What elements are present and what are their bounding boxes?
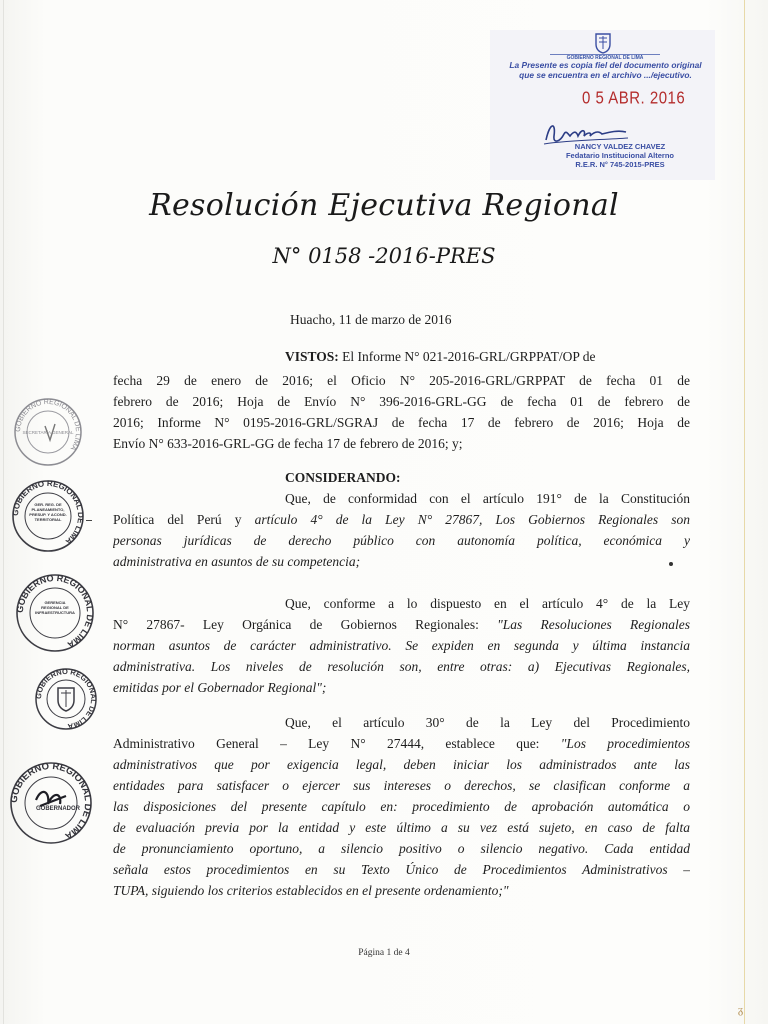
p3-italic-text: "Los procedimientos bbox=[560, 736, 690, 751]
certification-stamp bbox=[490, 30, 715, 180]
considerando-label: CONSIDERANDO: bbox=[285, 470, 401, 485]
seal-ring-text: GOBIERNO REGIONAL DE LIMA bbox=[14, 398, 82, 452]
considerando-p1-line bbox=[113, 510, 690, 529]
p2-text: N° 27867- Ley Orgánica de Gobiernos Regionales: bbox=[113, 617, 498, 632]
seal-ring-text: GOBIERNO REGIONAL DE LIMA bbox=[8, 760, 94, 842]
signatory-role: Fedatario Institucional Alterno bbox=[565, 151, 675, 160]
considerando-p3-line: de pronunciamiento oportuno, a silencio positivo o silencio negativo. Cada entidad bbox=[113, 841, 690, 856]
margin-mark bbox=[86, 520, 92, 521]
considerando-p1-line: personas jurídicas de derecho público con autonomía política, económica y bbox=[113, 533, 690, 548]
scan-edge-left bbox=[3, 0, 4, 1024]
ink-dot bbox=[669, 562, 673, 566]
place-and-date: Huacho, 11 de marzo de 2016 bbox=[290, 312, 452, 327]
scan-edge-right bbox=[744, 0, 745, 1024]
seal-inner-text: SECRETARÍA GENERAL bbox=[22, 430, 74, 435]
p2-italic-text: "Las Resoluciones Regionales bbox=[497, 617, 690, 632]
signatory-rer: R.E.R. N° 745-2015-PRES bbox=[575, 160, 665, 169]
considerando-p3-line: de evaluación previa por la entidad y este último a su vez está sujeto, en caso de falta bbox=[113, 820, 690, 835]
considerando-p3-line bbox=[113, 734, 690, 753]
seal-planeamiento bbox=[10, 478, 86, 554]
vistos-first-line bbox=[285, 347, 690, 366]
stamp-signatory bbox=[530, 142, 710, 169]
vistos-first-text: El Informe N° 021-2016-GRL/GRPPAT/OP de bbox=[338, 349, 596, 364]
signatory-name: NANCY VALDEZ CHAVEZ bbox=[574, 142, 666, 151]
corner-mark: ᵹ bbox=[738, 1004, 744, 1016]
seal-inner-text: GERENCIA REGIONAL DE INFRAESTRUCTURA bbox=[35, 600, 75, 615]
stamp-line-1: La Presente es copia fiel del documento original bbox=[509, 60, 702, 70]
considerando-p3-line: las disposiciones del presente capítulo en: procedimiento de aprobación automática o bbox=[113, 799, 690, 814]
considerando-p2-line: Que, conforme a lo dispuesto en el artículo 4° de la Ley bbox=[285, 596, 690, 611]
p1-italic-text: artículo 4° de la Ley N° 27867, Los Gobiernos Regionales son bbox=[254, 512, 690, 527]
seal-gobernador bbox=[8, 760, 94, 846]
considerando-p3-line: TUPA, siguiendo los criterios establecidos en el presente ordenamiento;" bbox=[113, 883, 509, 898]
considerando-p1-line: administrativa en asuntos de su competencia; bbox=[113, 554, 361, 569]
seal-ring-text: GOBIERNO REGIONAL DE LIMA bbox=[14, 572, 96, 651]
p3-text: Administrativo General – Ley N° 27444, establece que: bbox=[113, 736, 561, 751]
seal-inner-text: GER. REG. DE PLANEAMIENTO, PRESUP. Y ACOND. TERRITORIAL bbox=[29, 502, 67, 522]
vistos-line: Envío N° 633-2016-GRL-GG de fecha 17 de febrero de 2016; y; bbox=[113, 436, 463, 451]
vistos-line: febrero de 2016; Hoja de Envío N° 396-2016-GRL-GG de fecha 01 de febrero de bbox=[113, 394, 690, 409]
considerando-p3-line: señala estos procedimientos en su Texto Único de Procedimientos Administrativos – bbox=[113, 862, 690, 877]
considerando-p2-line: emitidas por el Gobernador Regional"; bbox=[113, 680, 327, 695]
seal-inner-text: GOBERNADOR bbox=[35, 806, 81, 812]
stamp-date: 0 5 ABR. 2016 bbox=[582, 88, 686, 109]
seal-secretaria-general bbox=[12, 396, 84, 468]
document-title: Resolución Ejecutiva Regional bbox=[149, 188, 619, 223]
resolution-number: N° 0158 -2016-PRES bbox=[272, 244, 496, 268]
vistos-label: VISTOS: bbox=[285, 349, 339, 364]
considerando-p2-line bbox=[113, 615, 690, 634]
stamp-text bbox=[498, 60, 713, 80]
vistos-line: 2016; Informe N° 0195-2016-GRL/SGRAJ de fecha 17 de febrero de 2016; Hoja de bbox=[113, 415, 690, 430]
seal-ring-text: GOBIERNO REGIONAL DE LIMA bbox=[33, 666, 99, 732]
considerando-p3-line: entidades para satisfacer o ejercer sus intereses o derechos, se clasifican conforme a bbox=[113, 778, 690, 793]
considerando-p2-line: norman asuntos de carácter administrativo. Se expiden en segunda y última instancia bbox=[113, 638, 690, 653]
seal-ring-text: GOBIERNO REGIONAL DE LIMA bbox=[10, 478, 86, 547]
vistos-line: fecha 29 de enero de 2016; el Oficio N° 205-2016-GRL/GRPPAT de fecha 01 de bbox=[113, 373, 690, 388]
page-number: Página 1 de 4 bbox=[358, 948, 410, 958]
considerando-p1-line: Que, de conformidad con el artículo 191° de la Constitución bbox=[285, 491, 690, 506]
stamp-institution: GOBIERNO REGIONAL DE LIMA bbox=[550, 54, 660, 62]
considerando-p3-line: Que, el artículo 30° de la Ley del Procedimiento bbox=[285, 715, 690, 730]
p1-text: Política del Perú y bbox=[113, 512, 255, 527]
stamp-line-2: que se encuentra en el archivo .../ejecutivo. bbox=[519, 70, 692, 80]
coat-of-arms-icon bbox=[594, 32, 612, 54]
considerando-p2-line: administrativa. Los niveles de resolución son, entre otras: a) Ejecutivas Regionales, bbox=[113, 659, 690, 674]
seal-infraestructura bbox=[14, 572, 96, 654]
considerando-p3-line: administrativos que por exigencia legal, deben iniciar los administrados ante las bbox=[113, 757, 690, 772]
seal-emblem bbox=[33, 666, 99, 732]
svg-text:GOBIERNO REGIONAL DE LIMA bbox=[15, 399, 81, 452]
